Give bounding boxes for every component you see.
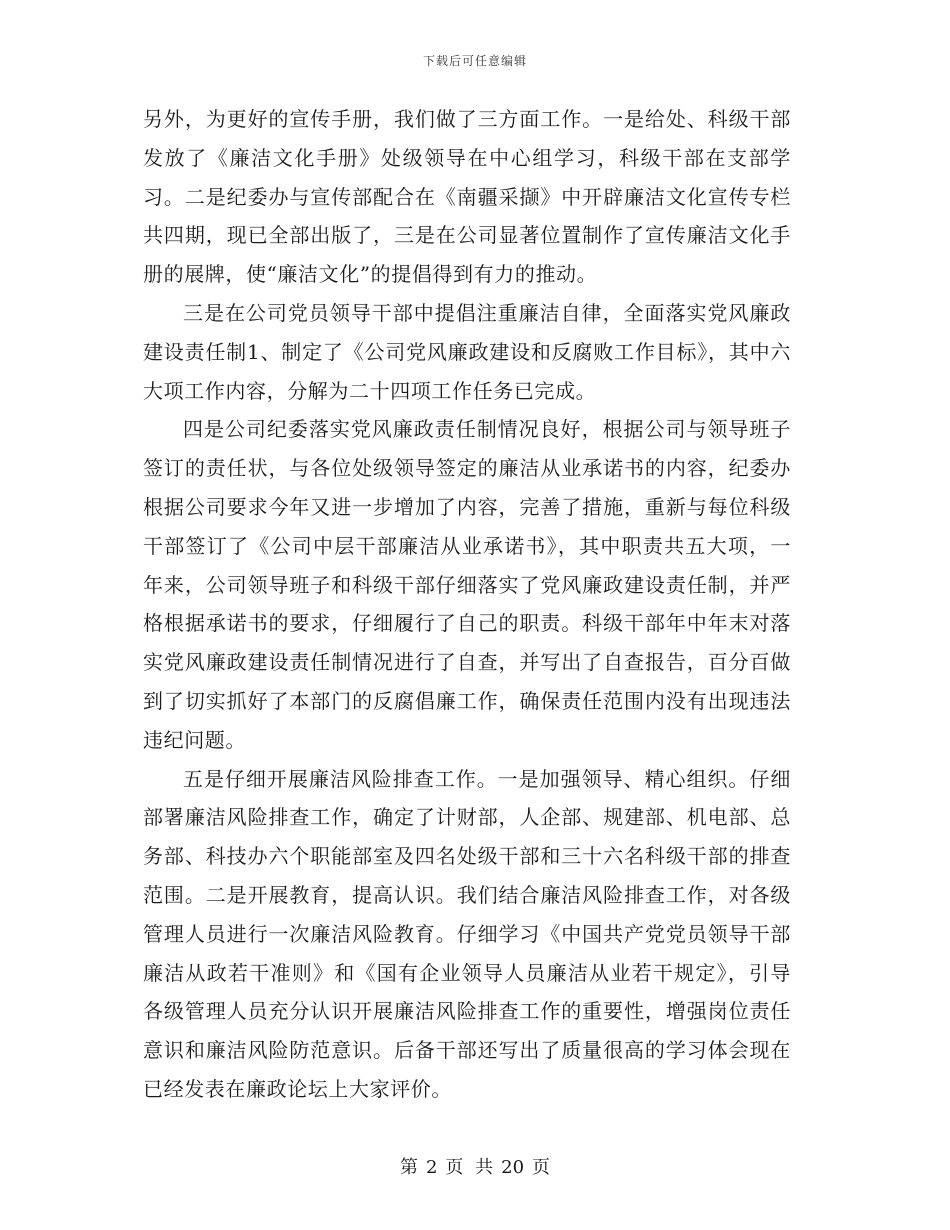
footer-total-pages: 20: [501, 1157, 525, 1178]
document-body: [143, 100, 791, 1109]
footer-middle: 页 共: [445, 1157, 494, 1178]
footer-prefix: 第: [399, 1157, 418, 1178]
paragraph-4: 五是仔细开展廉洁风险排查工作。一是加强领导、精心组织。仔细部署廉洁风险排查工作，确定了计财部，人企部、规建部、机电部、总务部、科技办六个职能部室及四名处级干部和三十六名科级干部的排查范围。二是开展教育，提高认识。我们结合廉洁风险排查工作，对各级管理人员进行一次廉洁风险教育。仔细学习《中国共产党党员领导干部廉洁从政若干准则》和《国有企业领导人员廉洁从业若干规定》，引导各级管理人员充分认识开展廉洁风险排查工作的重要性，增强岗位责任意识和廉洁风险防范意识。后备干部还写出了质量很高的学习体会现在已经发表在廉政论坛上大家评价。: [143, 766, 791, 1101]
paragraph-1: 另外，为更好的宣传手册，我们做了三方面工作。一是给处、科级干部发放了《廉洁文化手册》处级领导在中心组学习，科级干部在支部学习。二是纪委办与宣传部配合在《南疆采撷》中开辟廉洁文化宣传专栏共四期，现已全部出版了，三是在公司显著位置制作了宣传廉洁文化手册的展牌，使“廉洁文化”的提倡得到有力的推动。: [143, 107, 791, 287]
page-header: 下载后可任意编辑: [422, 54, 527, 68]
paragraph-2: 三是在公司党员领导干部中提倡注重廉洁自律，全面落实党风廉政建设责任制1、制定了《公司党风廉政建设和反腐败工作目标》，其中六大项工作内容，分解为二十四项工作任务已完成。: [143, 300, 791, 403]
footer-suffix: 页: [532, 1157, 551, 1178]
paragraph-3: 四是公司纪委落实党风廉政责任制情况良好，根据公司与领导班子签订的责任状，与各位处级领导签定的廉洁从业承诺书的内容，纪委办根据公司要求今年又进一步增加了内容，完善了措施，重新与每位科级干部签订了《公司中层干部廉洁从业承诺书》，其中职责共五大项，一年来，公司领导班子和科级干部仔细落实了党风廉政建设责任制，并严格根据承诺书的要求，仔细履行了自己的职责。科级干部年中年末对落实党风廉政建设责任制情况进行了自查，并写出了自查报告，百分百做到了切实抓好了本部门的反腐倡廉工作，确保责任范围内没有出现违法违纪问题。: [143, 417, 791, 752]
page-footer: [0, 1153, 950, 1179]
footer-page-number: 2: [425, 1157, 438, 1178]
